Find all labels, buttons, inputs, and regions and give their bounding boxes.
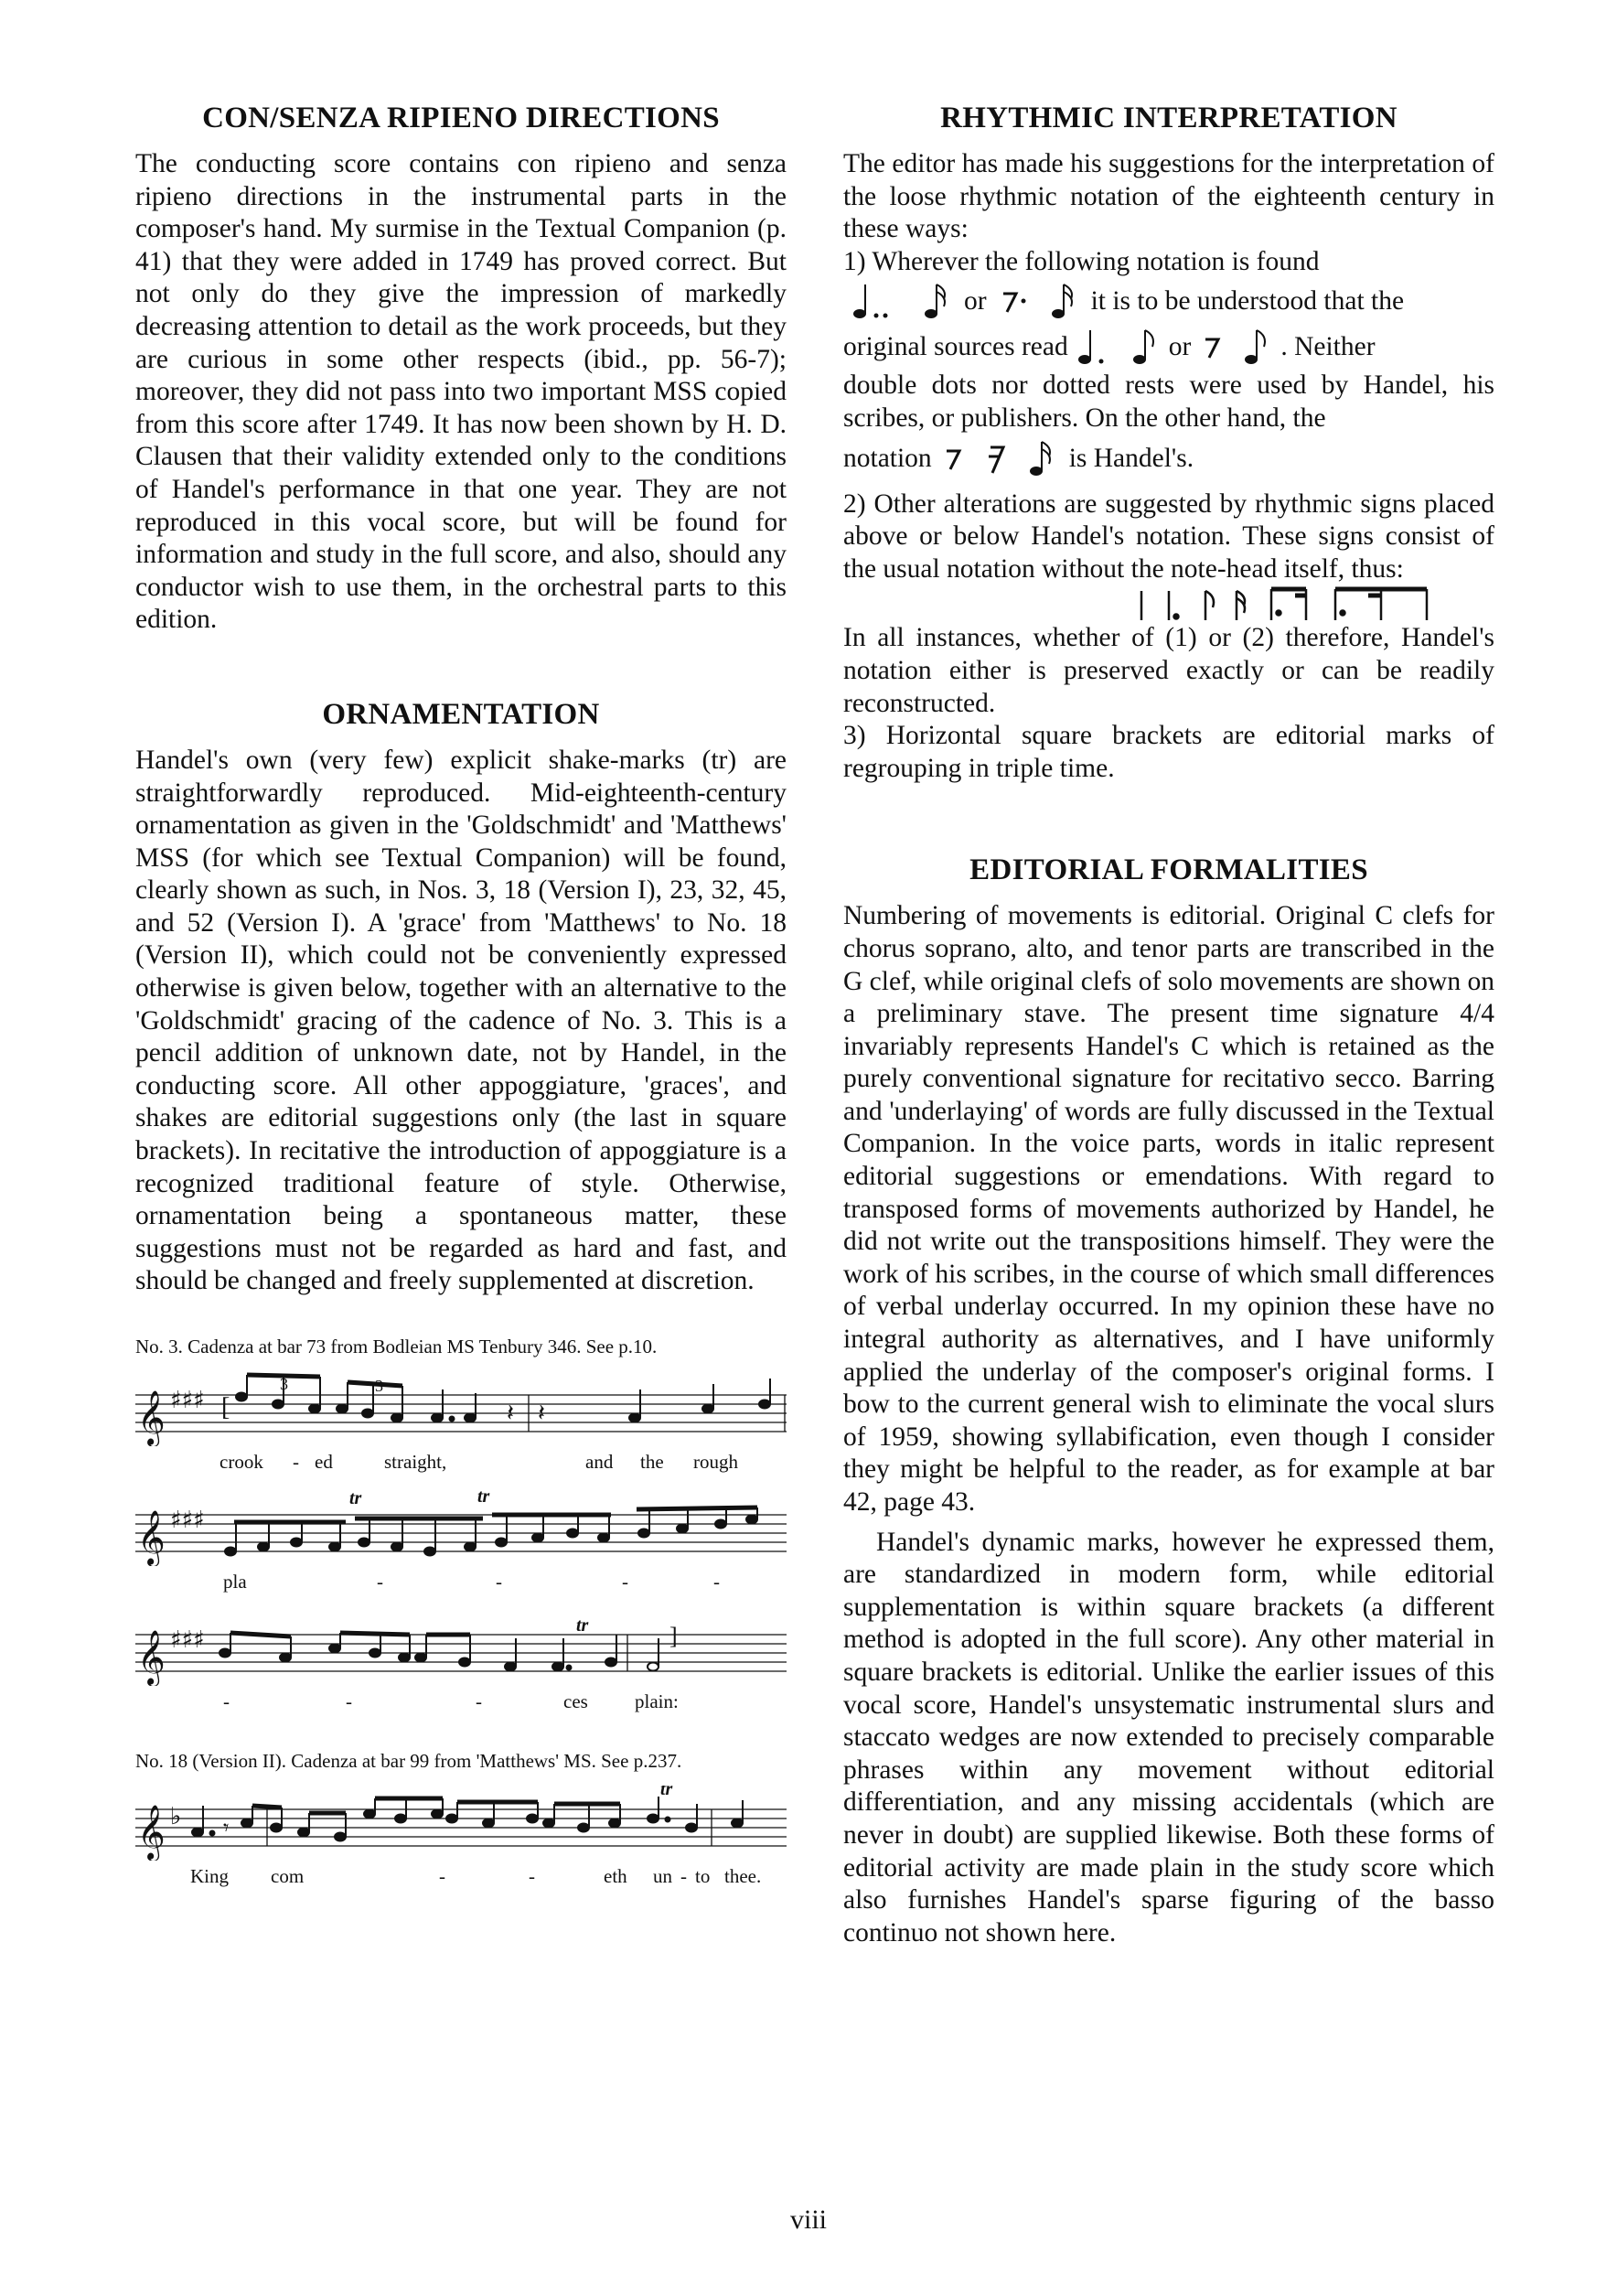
example1-lyrics-2: pla - - - - [223, 1571, 720, 1593]
treble-clef-icon: 𝄞 [137, 1390, 166, 1445]
music-staff-4 [135, 1786, 787, 1861]
treble-clef-icon-4: 𝄞 [137, 1805, 166, 1860]
svg-text:𝄽: 𝄽 [507, 1400, 514, 1426]
double-dotted-note-icon [852, 281, 905, 321]
rhythm-signs [843, 585, 1494, 622]
rhythm-example-line-2: original sources read or . Neither [843, 324, 1494, 370]
section-title-rhythmic: RHYTHMIC INTERPRETATION [940, 102, 1397, 134]
svg-text:𝄽: 𝄽 [538, 1400, 545, 1426]
right-column [843, 99, 1494, 1949]
dotted-rest-icon [996, 281, 1033, 321]
music-staff-2 [135, 1491, 787, 1566]
section-title-ripieno: CON/SENZA RIPIENO DIRECTIONS [202, 102, 720, 134]
tuplet-number-2: 3 [375, 1377, 383, 1395]
eighth-note-icon [1132, 327, 1160, 367]
eighth-rest-icon [1200, 327, 1226, 367]
svg-text:♯♯♯: ♯♯♯ [170, 1626, 205, 1654]
svg-text:♯♯♯: ♯♯♯ [170, 1507, 205, 1534]
treble-clef-icon-3: 𝄞 [137, 1630, 166, 1685]
example1-caption: No. 3. Cadenza at bar 73 from Bodleian MS Tenbury 346. See p.10. [135, 1336, 658, 1357]
section-title-editorial: EDITORIAL FORMALITIES [969, 853, 1368, 887]
sixteenth-note-icon [924, 281, 955, 321]
tuplet-number: 3 [280, 1375, 288, 1393]
example2-caption: No. 18 (Version II). Cadenza at bar 99 from 'Matthews' MS. See p.237. [135, 1750, 682, 1772]
trill-mark: tr [349, 1491, 362, 1508]
rhythmic-item2-continued: In all instances, whether of (1) or (2) therefore, Handel's notation either is preserved exactly or can be readily reconstructed. [843, 623, 1494, 718]
example1-lyrics-1: crook - ed straight, and the rough [220, 1451, 738, 1473]
example1-staff1 [135, 1371, 787, 1478]
trill-mark-4: tr [660, 1786, 673, 1799]
eighth-note-icon-2 [1244, 327, 1271, 367]
trill-mark-2: tr [477, 1491, 490, 1507]
sixteenth-note-icon-2 [1051, 281, 1082, 321]
editorial-paragraph-2: Handel's dynamic marks, however he expressed them, are standardized in modern form, while editorial supplementation is within square brackets (a different method is adopted in the full score). Any other material in square brackets is editorial. Unlike the earlier issues of this vocal score, Handel's unsystematic instrumental slurs and staccato wedges are now extended to precisely comparable phrases within any movement without editorial differentiation, and any missing accidentals (which are never in doubt) are supplied likewise. Both these forms of editorial activity are made plain in the study score which also furnishes Handel's sparse figuring of the basso continuo not shown here. [843, 1527, 1494, 1947]
page-number: viii [789, 2205, 827, 2235]
rhythmic-item2: 2) Other alterations are suggested by rhythmic signs placed above or below Handel's notation. These signs consist of the usual notation without the note-head itself, thus: [843, 488, 1494, 584]
stemless-rhythm-signs-icon [1136, 585, 1438, 622]
svg-text:[: [ [221, 1393, 230, 1422]
example1-staff2 [135, 1491, 787, 1598]
treble-clef-icon-2: 𝄞 [137, 1510, 166, 1565]
dotted-note-icon [1077, 327, 1114, 367]
ornamentation-paragraph: Handel's own (very few) explicit shake-marks (tr) are straightforwardly reproduced. Mid-eighteenth-century ornamentation as given in the 'Goldschmidt' and 'Matthews' MSS (for which see Textual Companion) will be found, clearly shown as such, in Nos. 3, 18 (Version I), 23, 32, 45, and 52 (Version I). A 'grace' from 'Matthews' to No. 18 (Version II), which could not be conveniently expressed otherwise is given below, together with an alternative to the 'Goldschmidt' gracing of the cadence of No. 3. This is a pencil addition of unknown date, not by Handel, in the conducting score. All other appoggiature, 'graces', and shakes are editorial suggestions only (the last in square brackets). In recitative the introduction of appoggiature is a recognized traditional feature of style. Otherwise, ornamentation being a spontaneous matter, these suggestions must not be regarded as hard and fast, and should be changed and freely supplemented at discretion. [135, 745, 787, 1296]
eighth-rest-icon-2 [941, 438, 967, 478]
trill-mark-3: tr [576, 1615, 589, 1636]
ripieno-paragraph: The conducting score contains con ripieno and senza ripieno directions in the instrumental parts in the composer's hand. My surmise in the Textual Companion (p. 41) that they were added in 1749 has proved correct. But not only do they give the impression of markedly decreasing attention to detail as the work proceeds, but they are curious in some other respects (ibid., pp. 56-7); moreover, they did not pass into two important MSS copied from this score after 1749. It has now been shown by H. D. Clausen that their validity extended only to the conditions of Handel's performance in that one year. They are not reproduced in this vocal score, but will be found for information and study in the full score, and also, should any conductor wish to use them, in the orchestral parts to this edition. [135, 149, 787, 635]
rhythm-example-line-1: or it is to be understood that the [843, 278, 1494, 324]
sixteenth-rest-icon [985, 438, 1011, 478]
left-column [135, 99, 787, 1893]
rhythmic-item1-line: 1) Wherever the following notation is found [843, 246, 1320, 276]
sixteenth-note-icon-3 [1029, 438, 1060, 478]
rhythmic-item3: 3) Horizontal square brackets are editorial marks of regrouping in triple time. [843, 721, 1494, 783]
example2-lyrics: King com - - eth un - to thee. [190, 1865, 762, 1887]
rhythmic-item1-continued: double dots nor dotted rests were used by Handel, his scribes, or publishers. On the other hand, the [843, 370, 1494, 433]
rhythm-example-line-3: notation is Handel's. [843, 435, 1494, 481]
music-staff-3 [135, 1611, 787, 1686]
example1-staff3 [135, 1611, 787, 1718]
music-staff-1 [135, 1371, 787, 1446]
rhythmic-intro: The editor has made his suggestions for the interpretation of the loose rhythmic notation of the eighteenth century in these ways: [843, 149, 1494, 244]
svg-text:𝄾: 𝄾 [223, 1817, 230, 1840]
example1-lyrics-3: - - - ces plain: [223, 1690, 679, 1712]
section-title-ornamentation: ORNAMENTATION [322, 697, 600, 731]
svg-text:]: ] [669, 1623, 678, 1649]
svg-text:♭: ♭ [170, 1803, 182, 1830]
editorial-paragraph-1: Numbering of movements is editorial. Original C clefs for chorus soprano, alto, and tenor parts are transcribed in the G clef, while original clefs of solo movements are shown on a preliminary stave. The present time signature 4/4 invariably represents Handel's C which is retained as the purely conventional signature for recitativo secco. Barring and 'underlaying' of words are fully discussed in the Textual Companion. In the voice parts, words in italic represent editorial suggestions or emendations. With regard to transposed forms of movements authorized by Handel, he did not write out the transpositions himself. They were the work of his scribes, in the course of which small differences of verbal underlay occurred. In my opinion these have no integral authority as alternatives, and I have uniformly applied the underlay of the composer's original forms. I bow to the current general wish to eliminate the vocal slurs of 1959, showing syllabification, even though I consider they might be helpful to the reader, as for example at bar 42, page 43. [843, 901, 1494, 1517]
example2-staff [135, 1786, 787, 1893]
svg-text:♯♯♯: ♯♯♯ [170, 1387, 205, 1414]
